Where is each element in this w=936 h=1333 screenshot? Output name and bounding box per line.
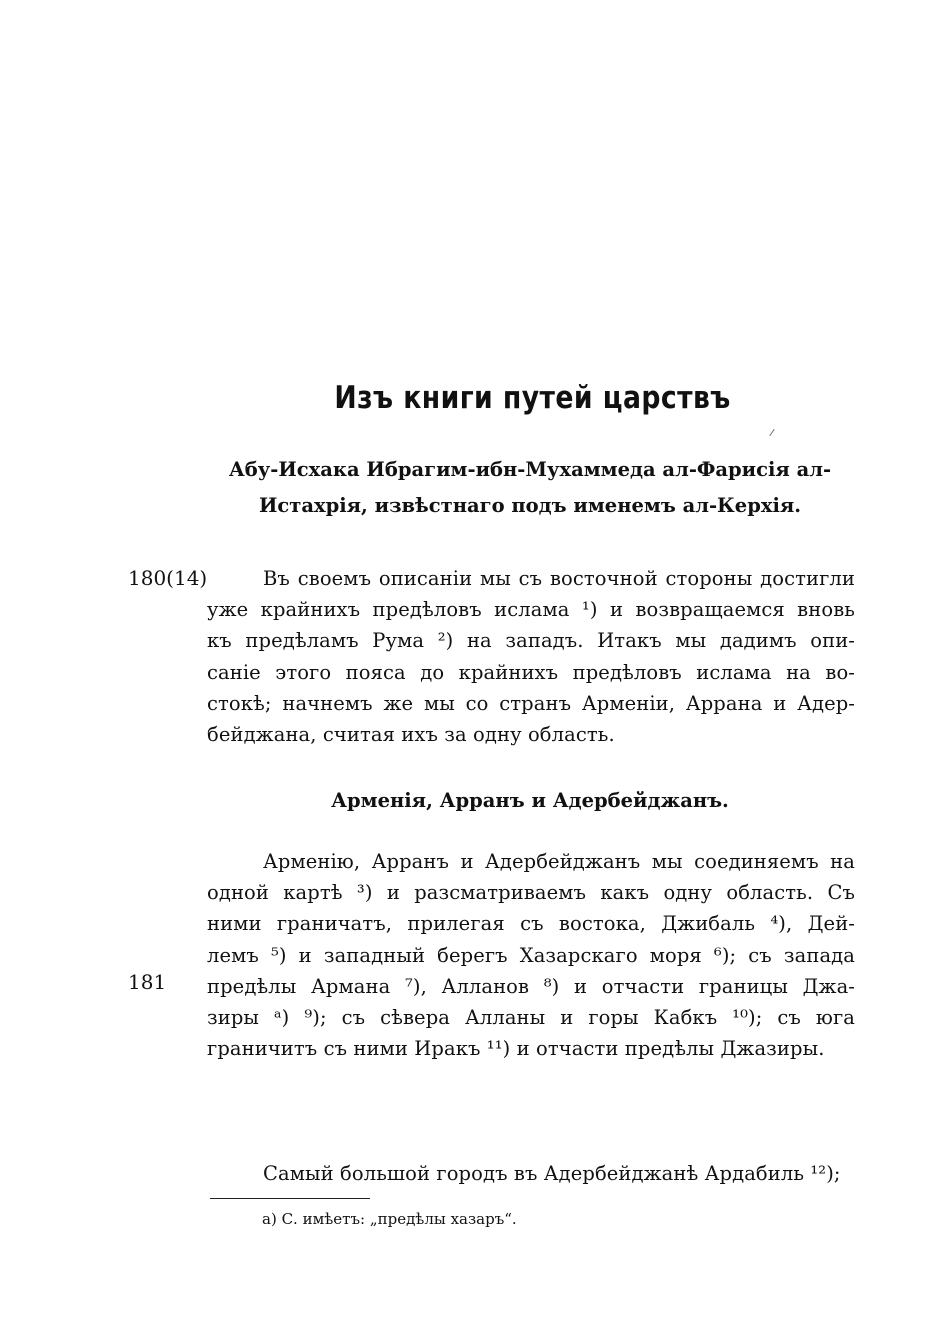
stray-mark <box>769 429 774 436</box>
paragraph-ardabil <box>207 1158 855 1189</box>
paragraph-line: одной картѣ ³) и разсматриваемъ какъ одну область. Съ <box>207 881 855 905</box>
footnote: а) С. имѣетъ: „предѣлы хазаръ“. <box>262 1210 517 1228</box>
paragraph-intro <box>207 563 855 750</box>
paragraph-line: Въ своемъ описаніи мы съ восточной стороны достигли <box>263 567 855 590</box>
author-line-1: Абу-Исхака Ибрагим-ибн-Мухаммеда ал-Фарисія ал- <box>228 458 832 481</box>
footnote-rule <box>210 1198 370 1199</box>
paragraph-line: стокѣ; начнемъ же мы со странъ Арменіи, Аррана и Адер- <box>207 691 855 715</box>
page-title: Изъ книги путей царствъ <box>334 380 731 416</box>
paragraph-line: Арменію, Арранъ и Адербейджанъ мы соединяемъ на <box>263 850 855 873</box>
paragraph-line: къ предѣламъ Рума ²) на западъ. Итакъ мы дадимъ опи- <box>207 629 855 653</box>
paragraph-line: предѣлы Армана ⁷), Алланов ⁸) и отчасти границы Джа- <box>207 974 855 998</box>
paragraph-line: саніе этого пояса до крайнихъ предѣловъ ислама на во- <box>207 660 855 684</box>
paragraph-line: бейджана, считая ихъ за одну область. <box>207 723 615 747</box>
paragraph-line: зиры ᵃ) ⁹); съ сѣвера Алланы и горы Кабкъ ¹⁰); съ юга <box>207 1006 855 1030</box>
author-heading <box>205 452 855 524</box>
paragraph-armenia <box>207 846 855 1064</box>
margin-number-181: 181 <box>128 970 167 994</box>
section-heading: Арменія, Арранъ и Адербейджанъ. <box>331 789 729 812</box>
paragraph-line: граничитъ съ ними Иракъ ¹¹) и отчасти предѣлы Джазиры. <box>207 1037 825 1061</box>
margin-number-180: 180(14) <box>128 566 208 590</box>
author-line-2: Истахрія, извѣстнаго подъ именемъ ал-Керхія. <box>258 494 802 517</box>
paragraph-line: ними граничатъ, прилегая съ востока, Джибаль ⁴), Дей- <box>207 912 855 936</box>
paragraph-line: лемъ ⁵) и западный берегъ Хазарскаго моря ⁶); съ запада <box>207 943 855 967</box>
paragraph-line: уже крайнихъ предѣловъ ислама ¹) и возвращаемся вновь <box>207 598 855 622</box>
paragraph-line: Самый большой городъ въ Адербейджанѣ Ардабиль ¹²); <box>263 1162 841 1185</box>
